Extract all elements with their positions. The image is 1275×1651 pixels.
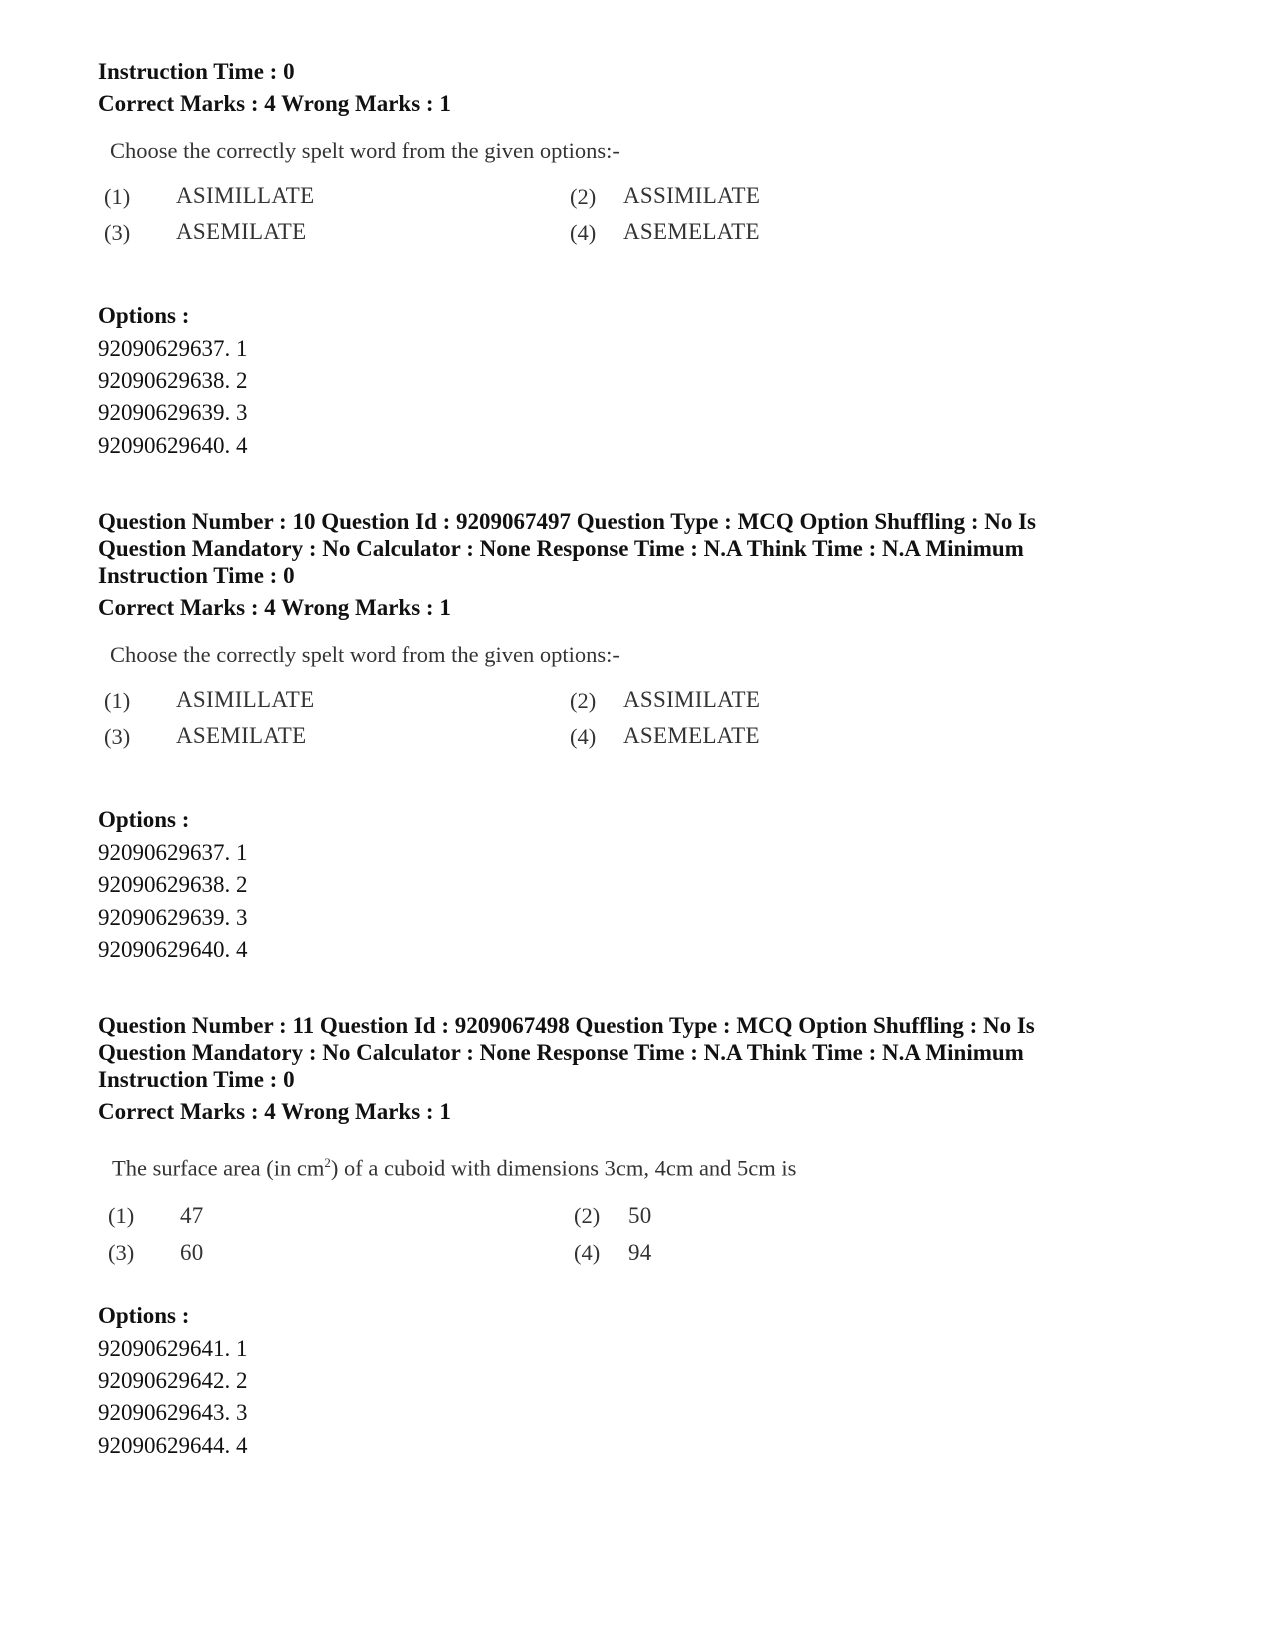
choice-number: (3) <box>108 1240 135 1265</box>
option-line: 92090629642. 2 <box>98 1368 248 1393</box>
choice-number: (4) <box>570 724 597 749</box>
marks-line: Correct Marks : 4 Wrong Marks : 1 <box>98 595 451 620</box>
question-text-part: ) of a cuboid with dimensions 3cm, 4cm and 5cm is <box>330 1155 797 1181</box>
question-image <box>100 138 920 268</box>
choice-number: (2) <box>570 184 597 209</box>
question-header-line: Question Number : 10 Question Id : 9209067497 Question Type : MCQ Option Shuffling : No Is <box>98 509 1037 534</box>
option-line: 92090629637. 1 <box>98 840 248 865</box>
question-text: Choose the correctly spelt word from the given options:- <box>110 138 620 163</box>
question-image <box>100 1155 920 1285</box>
choice-text: 94 <box>628 1240 652 1265</box>
superscript: 2 <box>324 1155 331 1170</box>
choice-text: 60 <box>180 1240 204 1265</box>
option-line: 92090629639. 3 <box>98 905 248 930</box>
option-line: 92090629640. 4 <box>98 937 248 962</box>
question-text <box>112 1155 796 1182</box>
choice-text: ASEMELATE <box>623 723 760 748</box>
question-header-line: Question Number : 11 Question Id : 9209067498 Question Type : MCQ Option Shuffling : No Is <box>98 1013 1035 1038</box>
choice-text: ASEMILATE <box>176 723 307 748</box>
choice-text: 50 <box>628 1203 652 1228</box>
choice-number: (1) <box>104 688 131 713</box>
choice-text: ASEMILATE <box>176 219 307 244</box>
option-line: 92090629639. 3 <box>98 400 248 425</box>
instruction-time: Instruction Time : 0 <box>98 563 295 588</box>
question-text-part: The surface area (in cm <box>112 1155 325 1181</box>
choice-number: (1) <box>108 1203 135 1228</box>
option-line: 92090629644. 4 <box>98 1433 248 1458</box>
choice-text: ASIMILLATE <box>176 183 315 208</box>
choice-number: (4) <box>574 1240 601 1265</box>
question-header-line: Question Mandatory : No Calculator : None Response Time : N.A Think Time : N.A Minimum <box>98 536 1024 561</box>
instruction-time: Instruction Time : 0 <box>98 1067 295 1092</box>
instruction-time: Instruction Time : 0 <box>98 59 295 84</box>
options-label: Options : <box>98 807 190 832</box>
question-header-line: Question Mandatory : No Calculator : None Response Time : N.A Think Time : N.A Minimum <box>98 1040 1024 1065</box>
choice-number: (3) <box>104 220 131 245</box>
choice-number: (1) <box>104 184 131 209</box>
question-text: Choose the correctly spelt word from the given options:- <box>110 642 620 667</box>
choice-text: ASSIMILATE <box>623 687 761 712</box>
choice-number: (2) <box>570 688 597 713</box>
options-label: Options : <box>98 1303 190 1328</box>
option-line: 92090629638. 2 <box>98 872 248 897</box>
choice-text: 47 <box>180 1203 204 1228</box>
option-line: 92090629640. 4 <box>98 433 248 458</box>
choice-text: ASSIMILATE <box>623 183 761 208</box>
options-label: Options : <box>98 303 190 328</box>
question-image <box>100 642 920 772</box>
option-line: 92090629637. 1 <box>98 336 248 361</box>
choice-text: ASEMELATE <box>623 219 760 244</box>
option-line: 92090629641. 1 <box>98 1336 248 1361</box>
choice-text: ASIMILLATE <box>176 687 315 712</box>
marks-line: Correct Marks : 4 Wrong Marks : 1 <box>98 1099 451 1124</box>
choice-number: (2) <box>574 1203 601 1228</box>
choice-number: (3) <box>104 724 131 749</box>
option-line: 92090629638. 2 <box>98 368 248 393</box>
marks-line: Correct Marks : 4 Wrong Marks : 1 <box>98 91 451 116</box>
choice-number: (4) <box>570 220 597 245</box>
option-line: 92090629643. 3 <box>98 1400 248 1425</box>
